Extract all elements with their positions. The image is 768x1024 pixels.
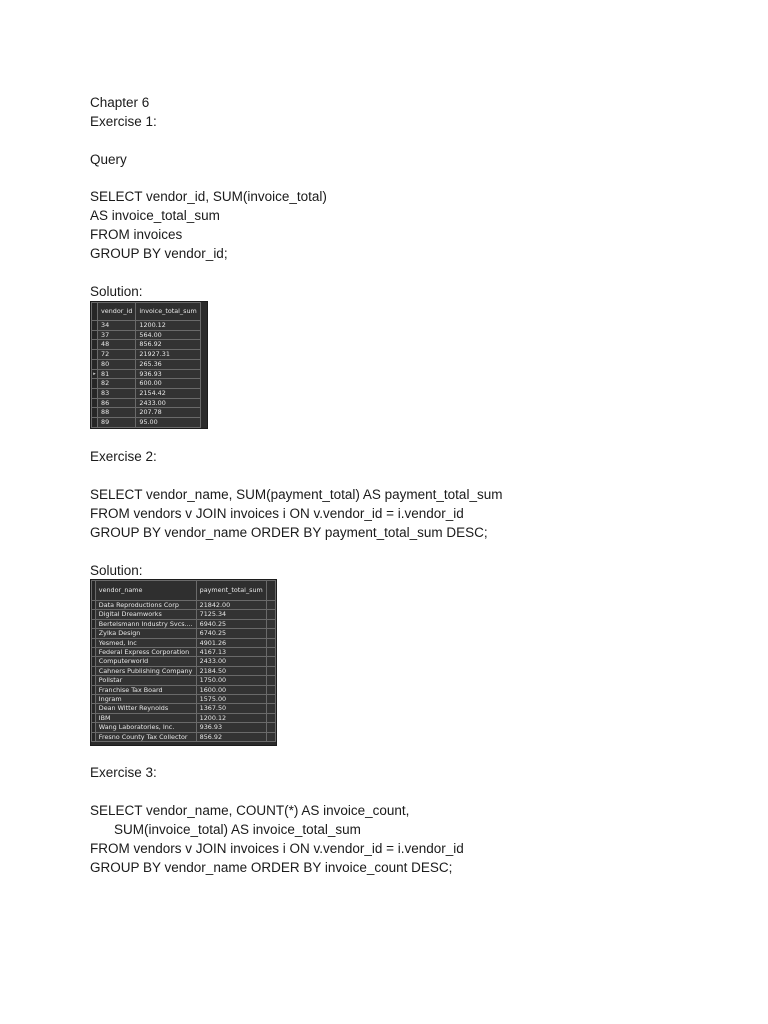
table-row[interactable]: [92, 713, 276, 722]
table-cell[interactable]: Data Reproductions Corp: [95, 601, 196, 610]
table-row[interactable]: [92, 321, 201, 331]
table-cell[interactable]: IBM: [95, 713, 196, 722]
column-header-payment-total-sum[interactable]: payment_total_sum: [196, 581, 266, 601]
table-row[interactable]: [92, 676, 276, 685]
table-cell[interactable]: 856.92: [136, 340, 200, 350]
exercise-3-sql-line: SUM(invoice_total) AS invoice_total_sum: [114, 822, 361, 837]
exercise-1-solution-label: Solution:: [90, 284, 143, 299]
selected-row-indicator-icon[interactable]: ▸: [92, 369, 98, 379]
table-cell[interactable]: 2184.50: [196, 666, 266, 675]
table-cell[interactable]: Zylka Design: [95, 629, 196, 638]
table-cell[interactable]: 37: [98, 330, 136, 340]
table-cell[interactable]: 265.36: [136, 359, 200, 369]
exercise-3-sql-line: SELECT vendor_name, COUNT(*) AS invoice_count,: [90, 803, 410, 818]
column-header-vendor-id[interactable]: vendor_id: [98, 303, 136, 321]
exercise-1-sql-line: AS invoice_total_sum: [90, 208, 220, 223]
table-row[interactable]: [92, 350, 201, 360]
table-cell[interactable]: Wang Laboratories, Inc.: [95, 723, 196, 732]
table-filler-cell: [266, 666, 275, 675]
table-row[interactable]: [92, 619, 276, 628]
table-filler-cell: [266, 601, 275, 610]
table-cell[interactable]: 7125.34: [196, 610, 266, 619]
table-filler-cell: [266, 676, 275, 685]
exercise-1-sql-line: GROUP BY vendor_id;: [90, 246, 228, 261]
table-filler-cell: [266, 685, 275, 694]
table-cell[interactable]: Pollstar: [95, 676, 196, 685]
exercise-2-sql-line: GROUP BY vendor_name ORDER BY payment_total_sum DESC;: [90, 525, 488, 540]
exercise-2-title: Exercise 2:: [90, 449, 157, 464]
table-cell[interactable]: 34: [98, 321, 136, 331]
table-filler-cell: [266, 610, 275, 619]
exercise-1-result-grid: [90, 301, 208, 429]
table-filler-cell: [266, 704, 275, 713]
column-header-vendor-name[interactable]: vendor_name: [95, 581, 196, 601]
table-row[interactable]: [92, 704, 276, 713]
table-filler-cell: [266, 695, 275, 704]
table-cell[interactable]: 82: [98, 379, 136, 389]
table-row[interactable]: [92, 388, 201, 398]
exercise-3-sql-line: GROUP BY vendor_name ORDER BY invoice_count DESC;: [90, 860, 453, 875]
table-cell[interactable]: 21927.31: [136, 350, 200, 360]
table-cell[interactable]: 1200.12: [136, 321, 200, 331]
exercise-2-result-grid: [90, 579, 277, 746]
exercise-2-sql-line: SELECT vendor_name, SUM(payment_total) AS payment_total_sum: [90, 487, 503, 502]
table-filler-cell: [266, 638, 275, 647]
column-header-invoice-total-sum[interactable]: invoice_total_sum: [136, 303, 200, 321]
table-row[interactable]: [92, 666, 276, 675]
table-cell[interactable]: 600.00: [136, 379, 200, 389]
table-cell[interactable]: 4167.13: [196, 648, 266, 657]
table-cell[interactable]: 81: [98, 369, 136, 379]
table-cell[interactable]: Dean Witter Reynolds: [95, 704, 196, 713]
exercise-3-sql-line: FROM vendors v JOIN invoices i ON v.vendor_id = i.vendor_id: [90, 841, 464, 856]
table-row[interactable]: [92, 657, 276, 666]
exercise-1-sql-line: SELECT vendor_id, SUM(invoice_total): [90, 189, 327, 204]
table-row[interactable]: [92, 330, 201, 340]
table-cell[interactable]: 207.78: [136, 408, 200, 418]
table-cell[interactable]: Fresno County Tax Collector: [95, 732, 196, 741]
table-cell[interactable]: 95.00: [136, 418, 200, 428]
column-header-filler: [266, 581, 275, 601]
table-row[interactable]: [92, 418, 201, 428]
table-cell[interactable]: 1575.00: [196, 695, 266, 704]
table-filler-cell: [266, 657, 275, 666]
table-row[interactable]: [92, 408, 201, 418]
exercise-2-sql-line: FROM vendors v JOIN invoices i ON v.vendor_id = i.vendor_id: [90, 506, 464, 521]
table-row[interactable]: [92, 638, 276, 647]
table-row[interactable]: [92, 340, 201, 350]
table-cell[interactable]: 72: [98, 350, 136, 360]
table-cell[interactable]: Yesmed, Inc: [95, 638, 196, 647]
table-cell[interactable]: 936.93: [196, 723, 266, 732]
table-row[interactable]: [92, 379, 201, 389]
table-row[interactable]: [92, 610, 276, 619]
table-row[interactable]: [92, 601, 276, 610]
table-row[interactable]: [92, 398, 201, 408]
table-cell[interactable]: 1200.12: [196, 713, 266, 722]
exercise-3-title: Exercise 3:: [90, 765, 157, 780]
table-row[interactable]: [92, 732, 276, 741]
table-cell[interactable]: 4901.26: [196, 638, 266, 647]
table-cell[interactable]: Cahners Publishing Company: [95, 666, 196, 675]
table-cell[interactable]: 6940.25: [196, 619, 266, 628]
table-cell[interactable]: 936.93: [136, 369, 200, 379]
table-cell[interactable]: 1600.00: [196, 685, 266, 694]
table-cell[interactable]: Franchise Tax Board: [95, 685, 196, 694]
table-cell[interactable]: 88: [98, 408, 136, 418]
table-cell[interactable]: Federal Express Corporation: [95, 648, 196, 657]
table-cell[interactable]: Digital Dreamworks: [95, 610, 196, 619]
table-cell[interactable]: 89: [98, 418, 136, 428]
table-row[interactable]: [92, 723, 276, 732]
table-cell[interactable]: Bertelsmann Industry Svcs....: [95, 619, 196, 628]
table-row[interactable]: [92, 685, 276, 694]
table-cell[interactable]: 48: [98, 340, 136, 350]
table-cell[interactable]: 86: [98, 398, 136, 408]
table-cell[interactable]: 1750.00: [196, 676, 266, 685]
table-filler-cell: [266, 629, 275, 638]
table-cell[interactable]: 856.92: [196, 732, 266, 741]
table-cell[interactable]: Ingram: [95, 695, 196, 704]
table-filler-cell: [266, 723, 275, 732]
exercise-1-title: Exercise 1:: [90, 114, 157, 129]
table-cell[interactable]: 2154.42: [136, 388, 200, 398]
table-cell[interactable]: 2433.00: [196, 657, 266, 666]
table-cell[interactable]: 2433.00: [136, 398, 200, 408]
table-cell[interactable]: 564.00: [136, 330, 200, 340]
table-cell[interactable]: 1367.50: [196, 704, 266, 713]
table-row[interactable]: [92, 695, 276, 704]
chapter-heading: Chapter 6: [90, 95, 150, 110]
table-filler-cell: [266, 732, 275, 741]
table-filler-cell: [266, 619, 275, 628]
table-row[interactable]: [92, 369, 201, 379]
table-cell[interactable]: Computerworld: [95, 657, 196, 666]
table-row[interactable]: [92, 359, 201, 369]
table-cell[interactable]: 80: [98, 359, 136, 369]
table-cell[interactable]: 21842.00: [196, 601, 266, 610]
table-filler-cell: [266, 648, 275, 657]
table-filler-cell: [266, 713, 275, 722]
table-row[interactable]: [92, 648, 276, 657]
exercise-1-query-label: Query: [90, 152, 127, 167]
table-cell[interactable]: 6740.25: [196, 629, 266, 638]
exercise-2-solution-label: Solution:: [90, 563, 143, 578]
exercise-1-sql-line: FROM invoices: [90, 227, 183, 242]
table-cell[interactable]: 83: [98, 388, 136, 398]
table-row[interactable]: [92, 629, 276, 638]
